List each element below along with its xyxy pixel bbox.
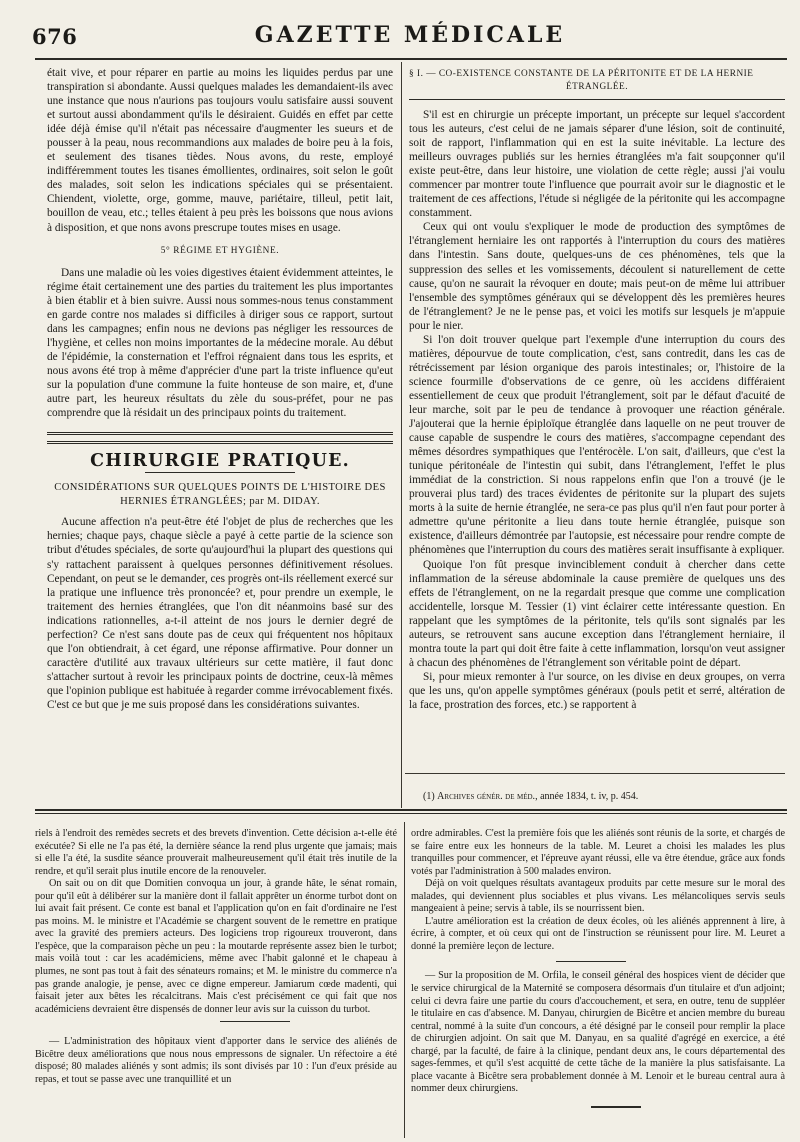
paragraph: Aucune affection n'a peut-être été l'objet de plus de recherches que les hernies; chaque pays, chaque siècle a payé à cette partie de la science son tribut d'études spéciales, de sorte qu'aujourd'hui la plupart des questions qui s'y rattachent paraissent à quelques personnes définitivement résolues. Cependant, on peut se le demander, ces progrès ont-ils réellement exercé sur la pratique une influence très prononcée? et, pour prendre un exemple, le traitement des hernies étranglées, que l'on dit néanmoins basé sur des indications rationnelles, a-t-il atteint de nos jours le dernier degré de perfection? Ce n'est sans doute pas de ceux qui fréquentent nos hôpitaux que l'on obtiendrait, à cet égard, une réponse affirmative. Pour donner un caractère d'utilité aux travaux ultérieurs sur cette matière, il faut donc s'attacher surtout à revoir les principaux points de doctrine, ceux-là mêmes que l'opinion publique est habituée à regarder comme irrévocablement fixés. C'est ce but que je me suis proposé dans les considérations suivantes.	[47, 516, 393, 711]
footnote-marker: (1)	[423, 791, 435, 802]
paragraph: ordre admirables. C'est la première fois que les aliénés sont réunis de la sorte, et chargés de se faire entre eux les honneurs de la table. M. Leuret a choisi les malades les plus tranquilles pour commencer, et l'épreuve ayant réussi, elle va être étendue, grâce aux fonds votés par l'administration à 500 malades environ.	[411, 828, 785, 877]
title-rule	[145, 472, 295, 473]
article-title	[47, 481, 393, 508]
section-heading-line: § I. — CO-EXISTENCE CONSTANTE DE LA PÉRITONITE ET DE LA HERNIE	[409, 69, 754, 79]
footnote	[423, 791, 785, 802]
paragraph: était vive, et pour réparer en partie au moins les liquides perdus par une transpiration si abondante. Aussi quelques malades les demandaient-ils avec une instance que nous n'aurions pas toujours voulu satisfaire aussi souvent et surtout aussi abondamment qu'ils le désiraient. Guidés en effet par cette idée déjà émise qu'il n'était pas nécessaire d'augmenter les sueurs et de pousser à la peau, nous recommandions aux malades de boire peu à la fois, et seulement des tisanes tièdes. Nous avons, du reste, employé indifféremment toutes les tisanes émollientes, ordinaires, soit selon le goût des malades, soit selon les indications spéciales qui se présentaient. Chiendent, violette, orge, gomme, mauve, pariétaire, tilleul, petit lait, bouillon de veau, etc.; telles étaient à peu près les boissons que nous avions à disposition, et que nons avons prescrupe toutes mises en usage.	[47, 67, 393, 234]
paragraph: Si l'on doit trouver quelque part l'exemple d'une interruption du cours des matières, dépourvue de toute complication, c'est, sans contredit, dans les cas de rétrécissement par lésion organique des parois intestinales; or, l'histoire de la science fourmille d'observations de ce genre, où les accidens différaient essentiellement de ceux que produit l'étranglement, soit par le défaut d'acuité de leur marche, soit par le peu de tendance à provoquer une réaction générale. J'ajouterai que la hernie épiploïque étranglée dans laquelle on ne peut trouver de cause capable de suspendre le cours des matières, s'accompagne cependant des mêmes désordres sympathiques que l'entérocèle. L'on sait, d'ailleurs, que c'est la tunique péritonéale de l'intestin qui subit, dans l'étranglement, l'effet le plus immédiat de la constriction. Si nous rappelons enfin que l'on a trouvé (je le prouverai plus tard) des traces évidentes de péritonite sur la plupart des sujets morts à la suite de hernie étranglée, ne sera-ce pas plus qu'il n'en faut pour porter à admettre qu'une péritonite a lieu dans toute hernie étranglée, puisque son existence, d'ailleurs démontrée par l'autopsie, est nécessaire pour rendre compte de phénomènes que l'interruption du cours des matières serait insuffisante à expliquer.	[409, 333, 785, 557]
paragraph: S'il est en chirurgie un précepte important, un précepte sur lequel s'accordent tous les auteurs, c'est celui de ne jamais séparer d'une lésion, soit de continuité, soit de rapport, l'inflammation qui en est la suite inévitable. La lecture des meilleurs ouvrages publiés sur les hernies étranglées m'a fait soupçonner qu'il existe peut-être, dans leur histoire, une violation de cette règle; aussi j'ai voulu commencer par montrer toute l'influence que pourrait avoir sur le diagnostic et le traitement de ces affections, l'étude si négligée de la péritonite qui les accompagne constamment.	[409, 109, 785, 220]
left-column	[47, 66, 393, 712]
column-divider	[401, 62, 402, 808]
paragraph: L'autre amélioration est la création de deux écoles, où les aliénés apprennent à lire, à écrire, à compter, et où ceux qui ont de l'instruction se réunissent pour lire. M. Leuret a donné la première leçon de lecture.	[411, 915, 785, 952]
paragraph: — Sur la proposition de M. Orfila, le conseil général des hospices vient de décider que le service chirurgical de la Maternité se composera désormais d'un titulaire et d'un adjoint; celui ci devra faire une partie du cours d'accouchement, et sera, en outre, tenu de suppléer le titulaire en cas d'absence. M. Danyau, chirurgien de Bicêtre et ancien membre du bureau central, nommé à la suite d'un concours, a été désigné par le conseil pour remplir la place de chirurgien adjoint. On sait que M. Danyau, en sa qualité d'agrégé en exercice, a été chargé, par la faculté, de faire à la clinique, pendant deux ans, le cours départemental des sages-femmes, et qu'il s'est acquitté de cette tâche de la manière la plus satisfaisante. La place vacante à Bicêtre sera probablement donnée à M. Lenoir et le bureau central aura à nommer deux chirurgiens.	[411, 970, 785, 1095]
paragraph: On sait ou on dit que Domitien convoqua un jour, à grande hâte, le sénat romain, pour qu'il eût à délibérer sur la manière dont il fallait apprêter un énorme turbot dont on lui avait fait présent. Ce conte est banal et l'application qu'on en fait d'ordinaire ne l'est pas moins. M. le ministre et l'Académie se chargent souvent de le remettre en pratique avec la gravité des premiers acteurs. Des logiciens trop rigoureux trouveront, dans l'espèce, que la comparaison pèche un peu : la moutarde représente assez bien le turbot; mais voilà tout : car les académiciens, même avec l'habit galonné et le chapeau à plumes, ne sont pas tout à fait des sénateurs romains; et M. le ministre du commerce n'a pas grande analogie, je pense, avec ce digne empereur. Jamiarum cœde madenti, qui faisait jeter aux bêtes les récalcitrans. Mais c'est précisément ce qui fait que nos académiciens devraient être dispensés de donner leur avis sur la cuisson du turbot.	[35, 878, 397, 1015]
article-section-heading	[409, 68, 785, 93]
article-title-line: CONSIDÉRATIONS SUR QUELQUES POINTS DE L'HISTOIRE DES	[54, 482, 386, 494]
separator-rule	[220, 1021, 290, 1022]
footnote-rule	[405, 773, 785, 774]
header-rule	[35, 58, 787, 60]
heading-rule	[409, 99, 785, 100]
paragraph: Ceux qui ont voulu s'expliquer le mode de production des symptômes de l'étranglement herniaire les ont rapportés à l'interruption du cours des matières dans l'intestin. Sans doute, quelques-uns de ces phénomènes, tels que la suppression des selles et les vomissements, découlent si naturellement de cette cause, qu'on ne saurait la révoquer en doute; mais peut-on de même lui attribuer l'ensemble des symptômes généraux qui se développent dès les premières heures de l'étranglement? Je ne le pense pas, et voici les motifs sur lesquels je m'appuie pour le nier.	[409, 221, 785, 332]
column-divider	[404, 822, 405, 1138]
paragraph: Déjà on voit quelques résultats avantageux produits par cette mesure sur le moral des malades, qui deviennent plus sociables et plus vivans. Les mélancoliques servis seuls mangeaient à peine; servis à table, ils se nourrissent bien.	[411, 878, 785, 915]
feuilleton-rule	[35, 809, 787, 811]
section-rule	[47, 441, 393, 444]
journal-title: GAZETTE MÉDICALE	[254, 22, 566, 48]
separator-rule	[556, 961, 626, 962]
paragraph: — L'administration des hôpitaux vient d'apporter dans le service des aliénés de Bicêtre deux améliorations que nous nous empressons de signaler. Un réfectoire a été disposé; 80 malades aliénés y sont admis; ils sont divisés par 10 : l'un d'eux préside au repas, et tout se passe avec une tranquillité et un	[35, 1036, 397, 1085]
bottom-left-column	[35, 828, 397, 1086]
footnote-source: Archives génér. de méd.	[437, 791, 536, 802]
paragraph: riels à l'endroit des remèdes secrets et des brevets d'invention. Cette décision a-t-elle été exécutée? Si elle ne l'a pas été, la dernière séance la rend plus urgente que jamais; mais si elle l'a été, la susdite séance prouverait malheureusement qu'il était très inutile de la rendre, et qu'il serait plus inutile encore de la renouveler.	[35, 828, 397, 877]
subheading: 5° RÉGIME ET HYGIÈNE.	[160, 245, 280, 256]
feuilleton-rule	[35, 813, 787, 814]
article-title-line: HERNIES ÉTRANGLÉES; par M. DIDAY.	[120, 495, 320, 507]
footnote-details: , année 1834, t. iv, p. 454.	[535, 791, 639, 802]
paragraph: Quoique l'on fût presque invinciblement conduit à chercher dans cette inflammation de la séreuse abdominale la cause première de quelques uns des effets de l'étranglement, on ne la regardait presque que comme une complication accidentelle, lorsque M. Tessier (1) vint éclairer cette intéressante question. En rappelant que les symptômes de la péritonite, tels qu'ils sont signalés par les auteurs, se retrouvent sans aucune exception dans l'étranglement herniaire, il montra toute la part qui doit être faite à cette inflammation, lorsqu'on veut assigner à chacun des phénomènes de l'étranglement son véritable point de départ.	[409, 558, 785, 669]
section-rule	[47, 432, 393, 435]
paragraph: Dans une maladie où les voies digestives étaient évidemment atteintes, le régime était certainement une des parties du traitement les plus importantes à bien établir et à bien suivre. Aussi nous sommes-nous tenus constamment en garde contre nos malades si difficiles à diriger sous ce rapport, surtout dans les campagnes; enfin nous ne devions pas négliger les ressources de l'hygiène, et celles non moins importantes de la médecine morale. Au début de l'épidémie, la consternation et l'effroi régnaient dans tous les esprits, et nous avons été trop à même d'apprécier d'une part la triste influence qu'eut sur la population d'une commune la fuite honteuse de son maire, et, d'une autre part, les heureux résultats du zèle du sous-préfet, pour ne pas comprendre que là résidait un des principaux points du traitement.	[47, 266, 393, 420]
section-title: CHIRURGIE PRATIQUE.	[90, 451, 350, 472]
right-column	[409, 66, 785, 712]
bottom-right-column	[411, 828, 785, 1108]
section-heading-line: ÉTRANGLÉE.	[565, 81, 629, 92]
page-header	[30, 18, 790, 54]
page-number: 676	[32, 24, 78, 49]
end-rule	[591, 1106, 641, 1108]
paragraph: Si, pour mieux remonter à l'ur source, on les divise en deux groupes, on verra que les uns, qu'on appelle symptômes généraux (pouls petit et serré, altération de la face, prostration des forces, etc.) se rapportent à	[409, 670, 785, 711]
